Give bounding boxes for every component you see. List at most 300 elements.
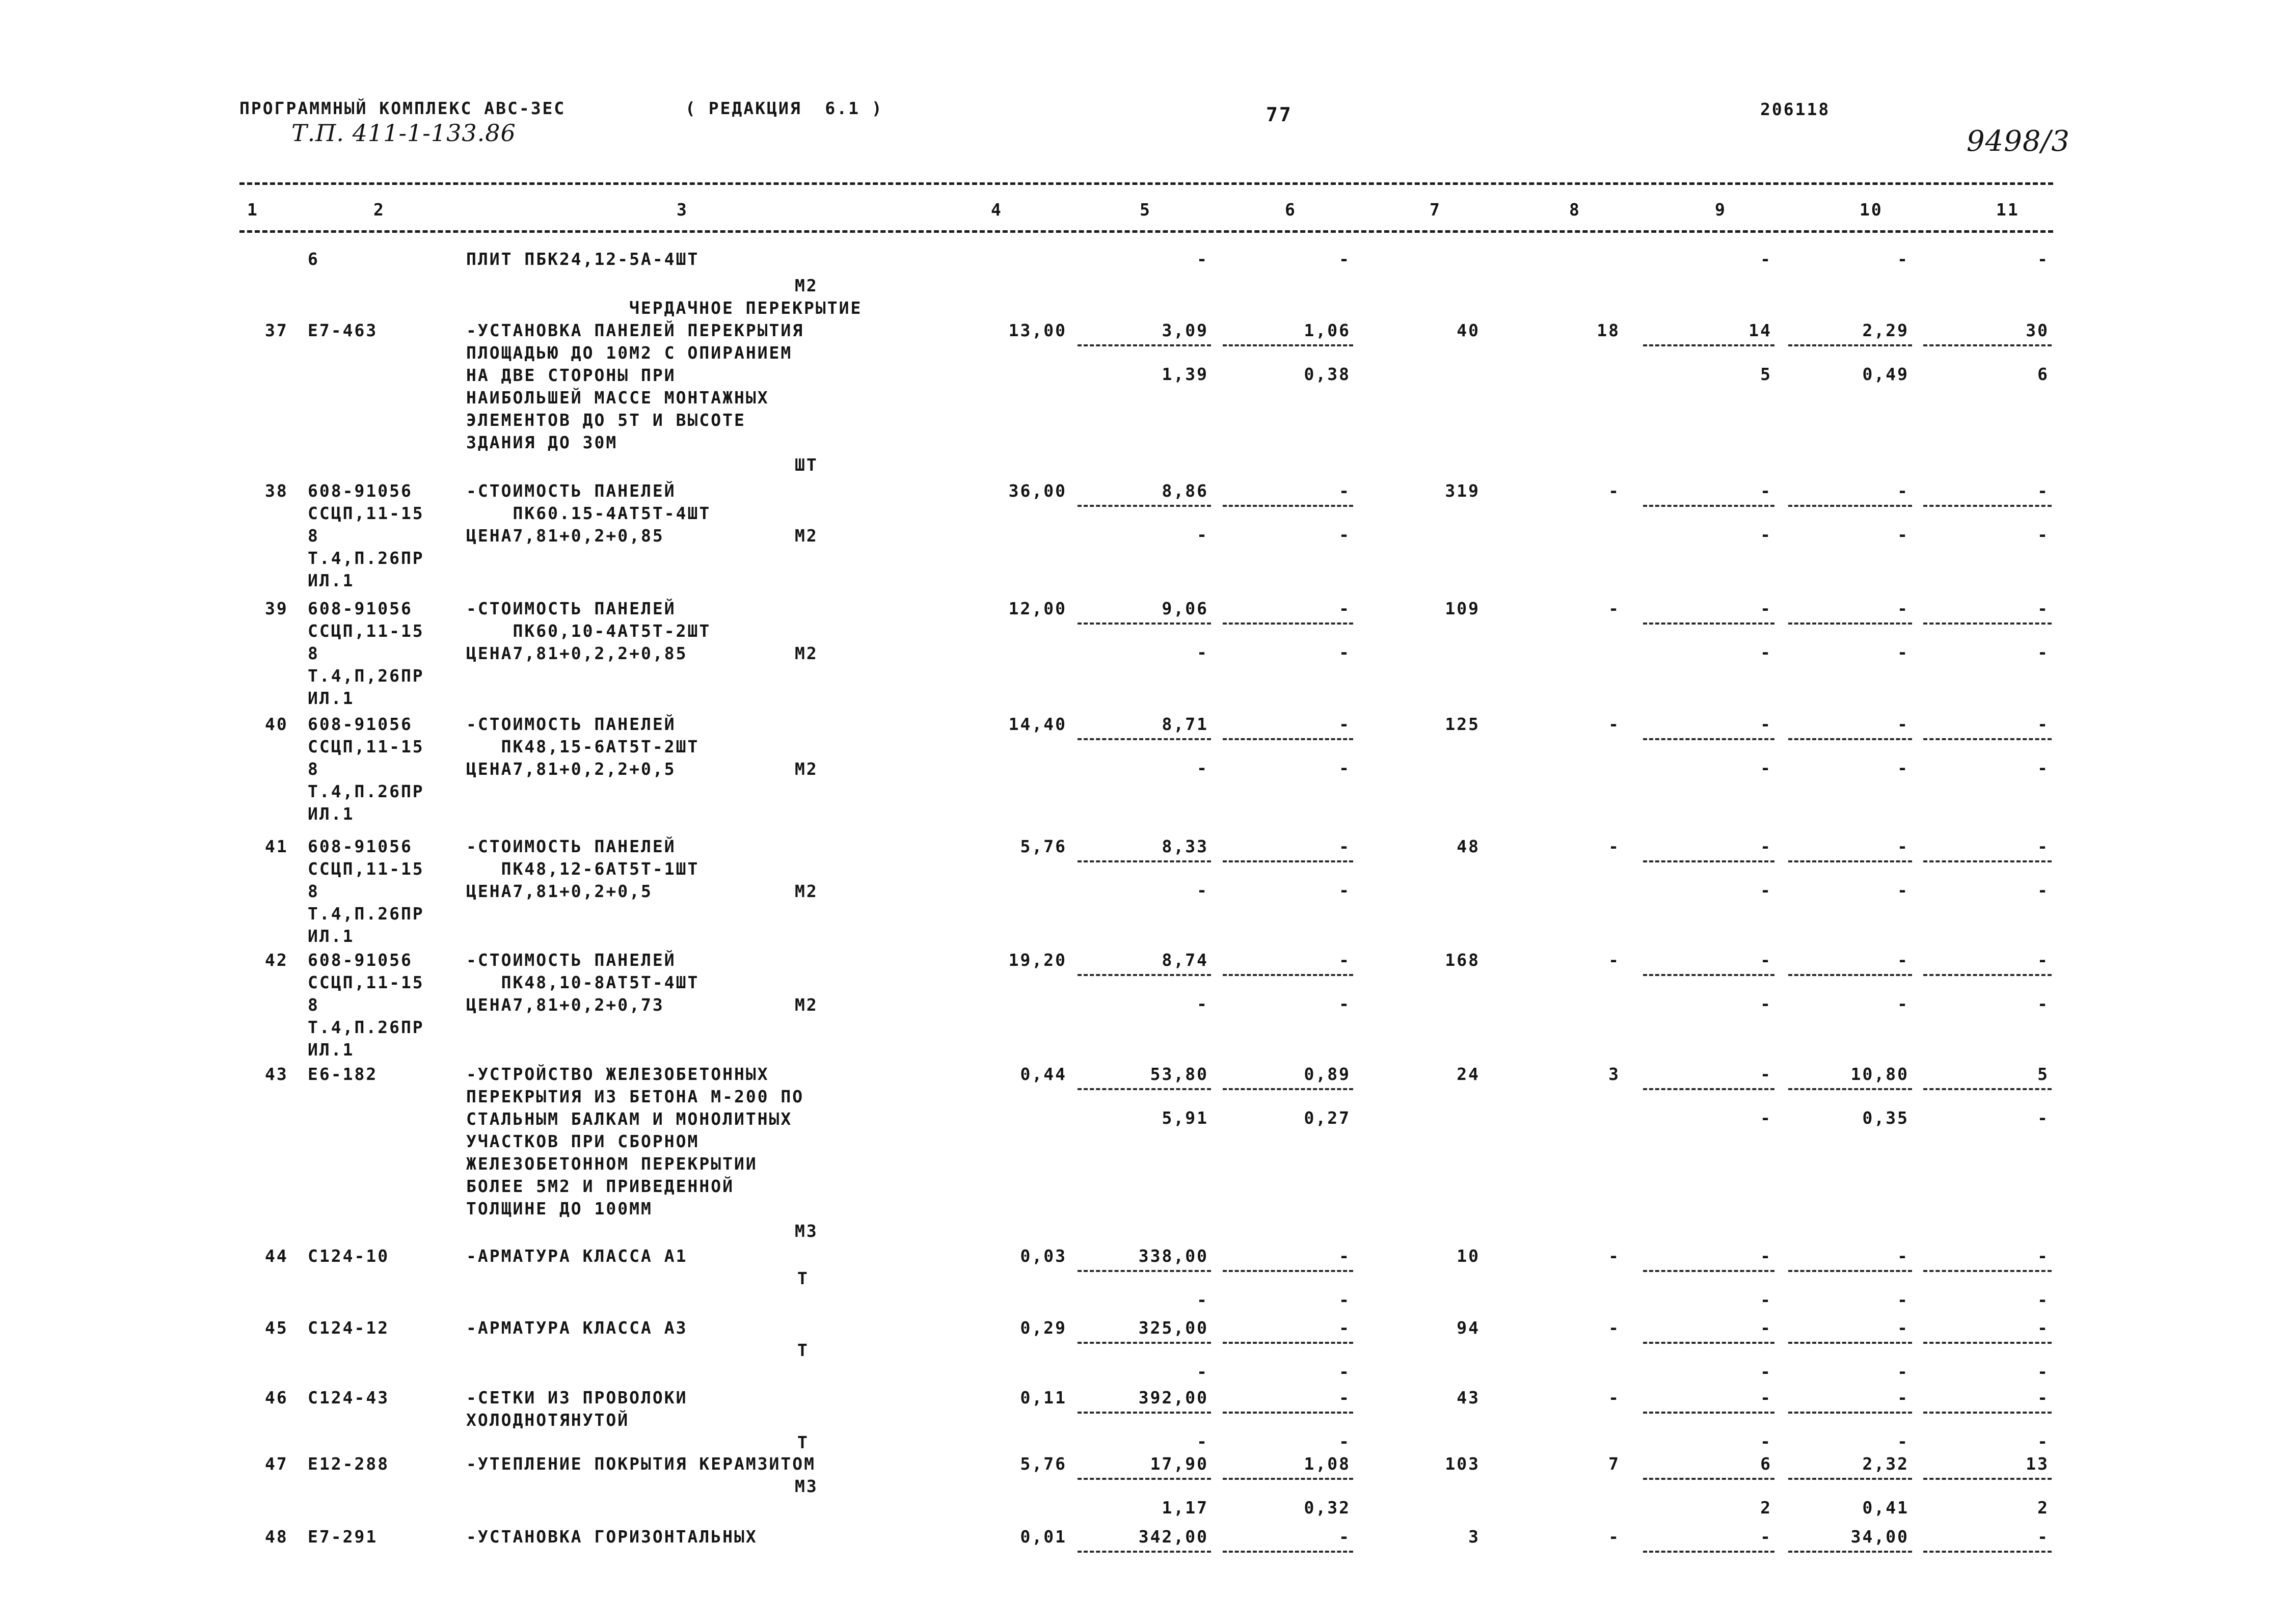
subtotal-divider [1223,505,1353,507]
row-c5: 17,90 [1150,1454,1208,1474]
row-code: 8 [308,995,319,1015]
row-code: ССЦП,11-15 [308,503,424,523]
subtotal-divider [1923,505,2052,507]
subtotal-divider [1078,860,1211,862]
row-c5b: 5,91 [1162,1108,1208,1128]
row-c6: 1,08 [1304,1454,1351,1474]
row-c5: 8,74 [1162,950,1208,970]
row-code: Е7-291 [308,1527,378,1547]
row-c7: 168 [1445,950,1480,970]
column-number: 7 [1430,200,1441,220]
row-c11b: - [2037,1362,2049,1382]
row-c9b: - [1760,1290,1772,1310]
row-c8: - [1608,1388,1620,1408]
subtotal-divider [1788,1478,1912,1480]
row-description: ЦЕНА7,81+0,2+0,73 [466,995,664,1015]
row-c8: 7 [1608,1454,1620,1474]
row-c9b: - [1760,758,1772,778]
row-unit: Т [797,1340,809,1360]
row-description: -СТОИМОСТЬ ПАНЕЛЕЙ [466,950,676,970]
row-c11: - [2037,714,2049,734]
row-description: НА ДВЕ СТОРОНЫ ПРИ [466,365,676,385]
column-number: 4 [991,200,1003,220]
row-number: 40 [265,714,288,734]
row-c5: 8,33 [1162,836,1208,856]
row-c9: - [1760,1388,1772,1408]
subtotal-divider [1078,622,1211,625]
row-c5: 342,00 [1138,1527,1208,1547]
row-c6: - [1339,599,1351,618]
row-code: С124-10 [308,1246,390,1266]
header-rule-top [239,182,2053,185]
row-c10: - [1897,1246,1909,1266]
subtotal-divider [1923,622,2052,625]
row-description: ПЛИТ ПБК24,12-5А-4ШТ [466,249,699,269]
row-c6b: - [1339,1362,1351,1382]
row-c9b: 2 [1760,1498,1772,1518]
row-description: ПЕРЕКРЫТИЯ ИЗ БЕТОНА М-200 ПО [466,1087,804,1106]
row-c11b: - [2037,1290,2049,1310]
row-c11b: 6 [2037,364,2049,384]
subtotal-divider [1078,1270,1211,1272]
row-c9: - [1760,481,1772,501]
row-c10: - [1897,481,1909,501]
row-code: 8 [308,759,319,779]
row-number: 47 [265,1454,288,1474]
row-c6: - [1339,1318,1351,1338]
row-code: С124-12 [308,1318,390,1338]
subtotal-divider [1078,1088,1211,1090]
column-number: 8 [1569,200,1581,220]
row-code: ИЛ.1 [308,804,355,824]
sheet-number: 9498/3 [1967,125,2070,158]
row-c6: 0,89 [1304,1064,1351,1084]
row-c9b: - [1760,1362,1772,1382]
row-c5: 9,06 [1162,599,1208,618]
row-description: -АРМАТУРА КЛАССА А1 [466,1246,688,1266]
row-c10: - [1897,836,1909,856]
row-description: -УСТРОЙСТВО ЖЕЛЕЗОБЕТОННЫХ [466,1064,769,1084]
row-code: ССЦП,11-15 [308,621,424,641]
subtotal-divider [1643,738,1774,740]
row-number: 39 [265,599,288,618]
row-c5b: 1,17 [1162,1498,1208,1518]
row-description: -СТОИМОСТЬ ПАНЕЛЕЙ [466,599,676,618]
row-code: Т.4,П.26ПР [308,1017,424,1037]
row-c7: 24 [1457,1064,1480,1084]
row-c11: - [2037,249,2049,269]
row-c6: - [1339,481,1351,501]
row-c5b: - [1197,525,1208,545]
row-c8: - [1608,1246,1620,1266]
subtotal-divider [1643,1270,1774,1272]
subtotal-divider [1223,344,1353,346]
row-c8: - [1608,1318,1620,1338]
row-c10b: - [1897,1290,1909,1310]
row-c11: - [2037,1388,2049,1408]
subtotal-divider [1923,1478,2052,1480]
subtotal-divider [1223,860,1353,862]
subtotal-divider [1223,1342,1353,1344]
row-c6: - [1339,714,1351,734]
row-description: ЦЕНА7,81+0,2,2+0,85 [466,643,688,663]
row-description: ЧЕРДАЧНОЕ ПЕРЕКРЫТИЕ [629,298,863,318]
row-c7: 94 [1457,1318,1480,1338]
row-c6b: - [1339,525,1351,545]
subtotal-divider [1923,1412,2052,1414]
row-description: ПК48,12-6АТ5Т-1ШТ [466,859,699,879]
row-code: 6 [308,249,319,269]
subtotal-divider [1223,974,1353,976]
column-number: 5 [1140,200,1151,220]
row-code: 608-91056 [308,599,413,618]
subtotal-divider [1788,1342,1912,1344]
row-c5b: - [1197,1290,1208,1310]
subtotal-divider [1078,738,1211,740]
subtotal-divider [1223,1270,1353,1272]
subtotal-divider [1788,505,1912,507]
row-code: Т.4,П,26ПР [308,666,424,686]
row-qty: 0,29 [1020,1318,1067,1338]
page-number: 77 [1266,103,1293,126]
row-c11b: - [2037,525,2049,545]
row-number: 46 [265,1388,288,1408]
row-c10b: - [1897,1362,1909,1382]
subtotal-divider [1788,860,1912,862]
row-qty: 0,03 [1020,1246,1067,1266]
row-qty: 0,11 [1020,1388,1067,1408]
subtotal-divider [1223,1551,1353,1553]
subtotal-divider [1643,1342,1774,1344]
subtotal-divider [1923,738,2052,740]
row-c6: - [1339,836,1351,856]
row-c7: 103 [1445,1454,1480,1474]
row-c7: 10 [1457,1246,1480,1266]
row-c6: - [1339,1388,1351,1408]
row-c9: - [1760,1064,1772,1084]
row-description: НАИБОЛЬШЕЙ МАССЕ МОНТАЖНЫХ [466,388,769,408]
row-number: 42 [265,950,288,970]
row-c9b: - [1760,525,1772,545]
row-c6b: - [1339,642,1351,662]
row-unit: ШТ [795,455,818,475]
row-c5: - [1197,249,1208,269]
row-c7: 109 [1445,599,1480,618]
row-description: -СТОИМОСТЬ ПАНЕЛЕЙ [466,836,676,856]
subtotal-divider [1788,1270,1912,1272]
row-c10b: 0,41 [1862,1498,1909,1518]
row-c10b: 0,49 [1862,364,1909,384]
row-c10b: - [1897,1431,1909,1451]
row-c8: - [1608,950,1620,970]
row-description: -АРМАТУРА КЛАССА А3 [466,1318,688,1338]
row-unit: М2 [795,643,818,663]
row-c6: - [1339,1527,1351,1547]
row-c11b: 2 [2037,1498,2049,1518]
row-c9: - [1760,249,1772,269]
subtotal-divider [1643,1088,1774,1090]
row-code: 608-91056 [308,950,413,970]
row-code: ССЦП,11-15 [308,737,424,756]
subtotal-divider [1643,860,1774,862]
program-title: ПРОГРАММНЫЙ КОМПЛЕКС АВС-ЗЕС [239,98,566,118]
row-c10b: - [1897,525,1909,545]
row-c11: 30 [2026,320,2049,340]
row-description: -СТОИМОСТЬ ПАНЕЛЕЙ [466,481,676,501]
row-code: 608-91056 [308,836,413,856]
row-c10: - [1897,249,1909,269]
subtotal-divider [1078,1551,1211,1553]
row-c10: 10,80 [1850,1064,1909,1084]
document-code: 206118 [1760,99,1831,119]
row-c6: 1,06 [1304,320,1351,340]
row-c11b: - [2037,880,2049,900]
row-c5: 392,00 [1138,1388,1208,1408]
row-c5b: 1,39 [1162,364,1208,384]
subtotal-divider [1078,974,1211,976]
row-c10: - [1897,950,1909,970]
row-c7: 40 [1457,320,1480,340]
row-code: Е6-182 [308,1064,378,1084]
row-unit: М2 [795,881,818,901]
row-c10b: - [1897,758,1909,778]
subtotal-divider [1923,860,2052,862]
row-c11: - [2037,481,2049,501]
row-c7: 3 [1468,1527,1480,1547]
row-c8: - [1608,599,1620,618]
row-number: 41 [265,836,288,856]
row-c9: - [1760,599,1772,618]
row-unit: М2 [795,995,818,1015]
row-description: М2 [795,276,818,295]
subtotal-divider [1643,505,1774,507]
row-code: Т.4,П.26ПР [308,548,424,568]
row-description: -СТОИМОСТЬ ПАНЕЛЕЙ [466,714,676,734]
row-c6: - [1339,249,1351,269]
row-c11b: - [2037,642,2049,662]
row-description: ЗДАНИЯ ДО 30М [466,432,618,452]
subtotal-divider [1788,974,1912,976]
subtotal-divider [1643,344,1774,346]
row-c10b: 0,35 [1862,1108,1909,1128]
row-c7: 48 [1457,836,1480,856]
row-qty: 19,20 [1008,950,1067,970]
row-code: 8 [308,881,319,901]
subtotal-divider [1223,738,1353,740]
row-description: ТОЛЩИНЕ ДО 100ММ [466,1199,653,1219]
row-number: 45 [265,1318,288,1338]
row-c6b: - [1339,880,1351,900]
row-c6b: - [1339,994,1351,1014]
subtotal-divider [1788,738,1912,740]
row-c9b: - [1760,880,1772,900]
row-c11b: - [2037,1108,2049,1128]
row-qty: 14,40 [1008,714,1067,734]
row-c11: 5 [2037,1064,2049,1084]
row-description: -УТЕПЛЕНИЕ ПОКРЫТИЯ КЕРАМЗИТОМ [466,1454,816,1474]
subtotal-divider [1788,344,1912,346]
row-number: 37 [265,320,288,340]
subtotal-divider [1643,1478,1774,1480]
row-c10b: - [1897,880,1909,900]
row-code: ИЛ.1 [308,571,355,590]
row-c8: - [1608,714,1620,734]
row-code: ИЛ.1 [308,926,355,946]
row-qty: 5,76 [1020,1454,1067,1474]
row-c5b: - [1197,1362,1208,1382]
row-c8: - [1608,1527,1620,1547]
row-qty: 12,00 [1008,599,1067,618]
row-c10: 34,00 [1850,1527,1909,1547]
subtotal-divider [1788,1551,1912,1553]
row-code: 608-91056 [308,714,413,734]
row-unit: Т [797,1268,809,1288]
row-unit: М2 [795,526,818,546]
row-c11: - [2037,1527,2049,1547]
row-c9b: - [1760,994,1772,1014]
row-description: ПК48,10-8АТ5Т-4ШТ [466,972,699,992]
row-number: 43 [265,1064,288,1084]
row-code: 8 [308,643,319,663]
row-code: Т.4,П.26ПР [308,781,424,801]
row-c11: - [2037,1246,2049,1266]
subtotal-divider [1788,622,1912,625]
row-c11b: - [2037,758,2049,778]
column-number: 1 [247,200,259,220]
subtotal-divider [1078,1342,1211,1344]
subtotal-divider [1223,622,1353,625]
row-c5: 53,80 [1150,1064,1208,1084]
row-c9b: - [1760,1108,1772,1128]
row-unit: М3 [795,1476,818,1496]
subtotal-divider [1643,1551,1774,1553]
row-code: С124-43 [308,1388,390,1408]
row-c10: 2,32 [1862,1454,1909,1474]
row-c10: - [1897,1388,1909,1408]
row-unit: Т [797,1432,809,1452]
subtotal-divider [1078,344,1211,346]
column-number: 3 [677,200,688,220]
row-c9: - [1760,836,1772,856]
row-c6b: - [1339,1290,1351,1310]
row-description: ЦЕНА7,81+0,2+0,5 [466,881,653,901]
row-c10b: - [1897,994,1909,1014]
row-c5b: - [1197,1431,1208,1451]
column-number: 11 [1996,200,2020,220]
subtotal-divider [1923,974,2052,976]
subtotal-divider [1923,1088,2052,1090]
row-description: ЦЕНА7,81+0,2+0,85 [466,526,664,546]
row-unit: М3 [795,1221,818,1241]
subtotal-divider [1078,505,1211,507]
row-c5: 3,09 [1162,320,1208,340]
row-c11: - [2037,599,2049,618]
row-c8: - [1608,836,1620,856]
column-number: 6 [1285,200,1297,220]
subtotal-divider [1923,344,2052,346]
subtotal-divider [1923,1551,2052,1553]
row-description: БОЛЕЕ 5М2 И ПРИВЕДЕННОЙ [466,1176,734,1196]
row-qty: 0,44 [1020,1064,1067,1084]
row-c9: - [1760,1318,1772,1338]
row-c9b: - [1760,1431,1772,1451]
row-code: Е12-288 [308,1454,390,1474]
subtotal-divider [1643,622,1774,625]
row-c6b: 0,38 [1304,364,1351,384]
header-rule-bottom [239,230,2053,233]
row-description: УЧАСТКОВ ПРИ СБОРНОМ [466,1131,699,1151]
row-c11b: - [2037,994,2049,1014]
row-c9: 14 [1748,320,1772,340]
project-number: Т.П. 411-1-133.86 [291,119,516,147]
row-description: ЖЕЛЕЗОБЕТОННОМ ПЕРЕКРЫТИИ [466,1154,758,1174]
row-qty: 36,00 [1008,481,1067,501]
subtotal-divider [1788,1088,1912,1090]
row-c6b: - [1339,1431,1351,1451]
row-c10: - [1897,1318,1909,1338]
row-c5: 8,86 [1162,481,1208,501]
column-number: 9 [1715,200,1727,220]
row-description: -УСТАНОВКА ПАНЕЛЕЙ ПЕРЕКРЫТИЯ [466,320,804,340]
row-c6b: - [1339,758,1351,778]
row-c9: - [1760,1246,1772,1266]
row-number: 44 [265,1246,288,1266]
subtotal-divider [1643,1412,1774,1414]
row-c5b: - [1197,994,1208,1014]
column-number: 10 [1860,200,1883,220]
subtotal-divider [1223,1478,1353,1480]
subtotal-divider [1923,1342,2052,1344]
row-c10: - [1897,714,1909,734]
row-c8: - [1608,481,1620,501]
row-c8: 18 [1597,320,1620,340]
row-c5: 325,00 [1138,1318,1208,1338]
row-description: -СЕТКИ ИЗ ПРОВОЛОКИ [466,1388,688,1408]
row-c11: - [2037,836,2049,856]
subtotal-divider [1078,1412,1211,1414]
row-c5: 338,00 [1138,1246,1208,1266]
row-c9b: - [1760,642,1772,662]
row-c7: 319 [1445,481,1480,501]
row-c5b: - [1197,642,1208,662]
row-c9: - [1760,714,1772,734]
row-description: ПК60.15-4АТ5Т-4ШТ [466,503,711,523]
row-c11b: - [2037,1431,2049,1451]
row-c6b: 0,32 [1304,1498,1351,1518]
row-description: ПЛОЩАДЬЮ ДО 10М2 С ОПИРАНИЕМ [466,343,793,363]
column-number: 2 [373,200,385,220]
row-description: ЭЛЕМЕНТОВ ДО 5Т И ВЫСОТЕ [466,410,746,430]
row-c9b: 5 [1760,364,1772,384]
row-code: Т.4,П.26ПР [308,904,424,924]
row-unit: М2 [795,759,818,779]
row-c11: - [2037,950,2049,970]
row-c5b: - [1197,880,1208,900]
row-code: ИЛ.1 [308,1040,355,1060]
row-c6: - [1339,950,1351,970]
row-c10b: - [1897,642,1909,662]
row-code: ССЦП,11-15 [308,972,424,992]
row-c9: - [1760,1527,1772,1547]
row-c11: - [2037,1318,2049,1338]
row-description: ХОЛОДНОТЯНУТОЙ [466,1410,630,1430]
row-description: ПК48,15-6АТ5Т-2ШТ [466,737,699,756]
subtotal-divider [1643,974,1774,976]
subtotal-divider [1223,1412,1353,1414]
edition-label: ( РЕДАКЦИЯ 6.1 ) [685,98,883,118]
row-c7: 125 [1445,714,1480,734]
row-number: 48 [265,1527,288,1547]
